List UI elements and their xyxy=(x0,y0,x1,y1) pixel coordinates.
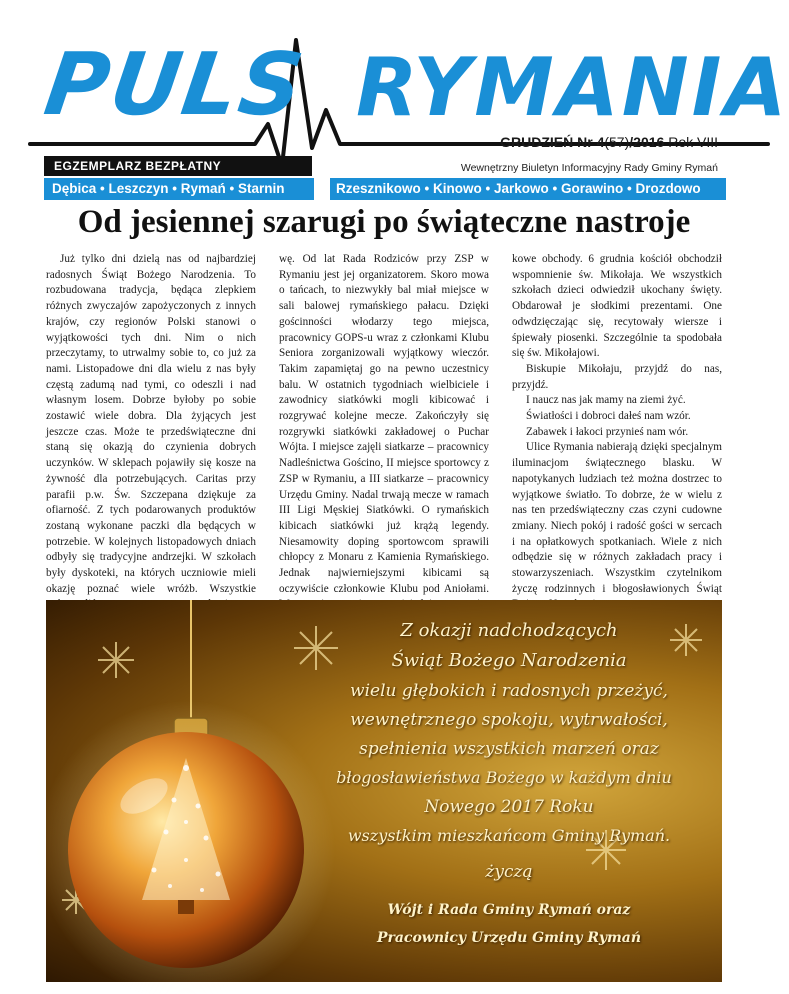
paragraph: Już tylko dni dzielą nas od najbardziej radosnych Świąt Bożego Narodzenia. To rozbudowana tradycja, będąca zlepkiem różnych zwyczajów zapożyczonych z innych krajów, czy regionów Polski stanowi o wyjątkowości tych dni. Nim o nich przeczytamy, to utrwalmy sobie to, co już za nami. Listopadowe dni dla wielu z nas były częstą zadumą nad tymi, co odeszli i nad własnym losem. Dobrze byłoby po sobie zostawić wiele dobra. Dla żyjących jest jeszcze czas. Może te przedświąteczne dni staną się okazją do czynienia dobrych uczynków. W sklepach pojawiły się kosze na żywność dla potrzebujących. Caritas przy parafii p.w. Św. Szczepana dziękuje za ofiarność. Z tych podarowanych produktów zostaną wykonane paczki dla będących w potrzebie. W kolejnych listopadowych dniach odbyły się tradycyjne andrzejki. W szkołach były dyskoteki, na których uczniowie mieli okazję poznać wiele wróżb. Wszystkie xyxy=(46,253,256,595)
bulletin-subtitle: Wewnętrzny Biuletyn Informacyjny Rady Gminy Rymań xyxy=(460,162,718,174)
issue-info xyxy=(500,134,718,150)
paragraph: Ulice Rymania nabierają dzięki specjalnym iluminacjom świątecznego blasku. W napotykanych ludziach też można dostrzec to wyjątkowe światło. To dobrze, że w wielu z nas ten przedświąteczny czas czyni cudowne zmiany. Niech pokój i radość gości w sercach i na opłatkowych spotkaniach. Wiele z nich odbędzie się w różnych zakładach pracy i stowarzyszeniach. Wszystkim czytelnikom życzę rodzinnych i błogosławionych Świąt xyxy=(512,441,722,595)
issue-volume: Rok VIII xyxy=(668,134,718,150)
logo-rymania: RYMANIA xyxy=(356,41,789,134)
greeting-line: Świąt Bożego Narodzenia xyxy=(391,650,627,671)
article-column-3 xyxy=(512,252,722,594)
greeting-line: błogosławieństwa Bożego w każdym dniu xyxy=(336,768,672,787)
article-headline: Od jesiennej szarugi po świąteczne nastroje xyxy=(77,204,691,240)
poem-line: Zabawek i łakoci przynieś nam wór. xyxy=(526,425,689,438)
poem-line: Światłości i dobroci dałeś nam wzór. xyxy=(526,410,691,423)
greeting-signer: Wójt i Rada Gminy Rymań oraz xyxy=(387,902,631,918)
masthead xyxy=(0,0,789,200)
villages-bar-right: Rzesznikowo • Kinowo • Jarkowo • Gorawino • Drozdowo xyxy=(330,178,726,200)
greeting-line: wielu głębokich i radosnych przeżyć, xyxy=(350,681,668,701)
paragraph: wę. Od lat Rada Rodziców przy ZSP w Rymaniu jest jej organizatorem. Skoro mowa o tańcach, to niezwykły bal miał miejsce w sali balowej rymańskiego pałacu. Dzięki gościnności włodarzy tego miejsca, pracownicy GOPS-u wraz z członkami Klubu Seniora zorganizowali wyjątkowy wieczór. Takim zapamiętaj go na pewno uczestnicy balu. W ostatnich tygodniach wielbiciele i zawodnicy siatkówki mogli kibicować i rozgrywać kolejne mecze. Zakończyły się rozgrywki siatkówki zakładowej o Puchar Wójta. I miejsce zajęli siatkarze – pracownicy Nadleśnictwa Gościno, II miejsce sportowcy z ZSP w Rymaniu, a III siatkarze – pracownicy Urzędu Gminy. Nadal trwają mecze w ramach III Ligi Męskiej Siatkówki. O rymańskich kibicach siatkówki już krążą legendy. Niesamowity doping sportowcom sprawili chłopcy z Monaru z Kamienia Rymańskiego. Jednak najwierniejszymi kibicami są oczywiście członkowie Klubu pod Aniołami. xyxy=(279,253,489,595)
greeting-line: wszystkim mieszkańcom Gminy Rymań. xyxy=(347,826,671,845)
villages-bar-left: Dębica • Leszczyn • Rymań • Starnin xyxy=(44,178,314,200)
issue-total: (57) xyxy=(604,134,630,150)
issue-number: Nr 4 xyxy=(577,134,605,150)
paragraph: kowe obchody. 6 grudnia kościół obchodził wspomnienie św. Mikołaja. We wszystkich szkołach dzieci odwiedził ukochany święty. Obdarował je słodkimi prezentami. One odwdzięczając się, recytowały wiersze i śpiewały piosenki. Szczególnie ta spodobała się św. Mikołajowi. xyxy=(512,253,722,360)
poem-line: Biskupie Mikołaju, przyjdź do nas, przyjdź. xyxy=(512,362,722,391)
article-body xyxy=(46,252,722,594)
greeting-signer: Pracownicy Urzędu Gminy Rymań xyxy=(376,930,642,946)
issue-year: /2016 xyxy=(629,134,665,150)
free-copy-badge: EGZEMPLARZ BEZPŁATNY xyxy=(44,156,312,176)
greeting-line: wewnętrznego spokoju, wytrwałości, xyxy=(350,710,668,730)
greeting-line: Nowego 2017 Roku xyxy=(424,797,594,817)
logo-puls: PULS xyxy=(38,35,311,135)
greeting-line: spełnienia wszystkich marzeń oraz xyxy=(359,739,659,759)
issue-month: GRUDZIEŃ xyxy=(500,134,574,150)
poem-line: I naucz nas jak mamy na ziemi żyć. xyxy=(526,394,686,407)
greeting-line: życzą xyxy=(485,862,533,882)
article-column-1 xyxy=(46,252,256,594)
article-column-2 xyxy=(279,252,489,594)
christmas-greeting-card xyxy=(46,600,722,982)
greeting-line: Z okazji nadchodzących xyxy=(400,620,618,641)
